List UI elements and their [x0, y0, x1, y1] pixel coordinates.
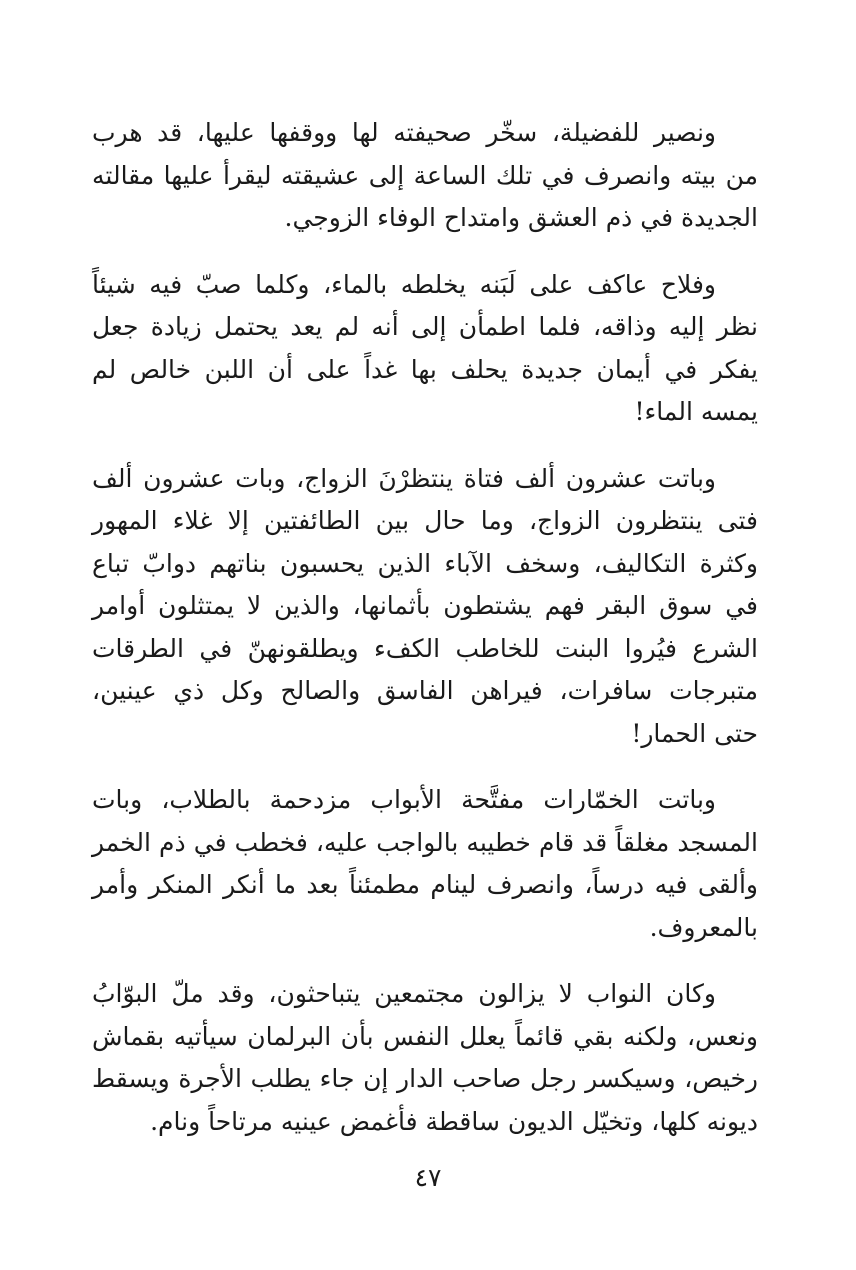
page-number: ٤٧ — [414, 1163, 442, 1192]
paragraph — [92, 973, 758, 1143]
text-line: وباتت عشرون ألف فتاة ينتظرْنَ الزواج، وبات عشرون ألف — [92, 463, 716, 493]
text-line: الشرع فيُروا البنت للخاطب الكفء ويطلقونهنّ في الطرقات — [92, 633, 758, 663]
text-line: ديونه كلها، وتخيّل الديون ساقطة فأغمض عينيه مرتاحاً ونام. — [150, 1106, 758, 1136]
text-line: بالمعروف. — [649, 912, 758, 942]
text-line: ونعس، ولكنه بقي قائماً يعلل النفس بأن البرلمان سيأتيه بقماش — [92, 1021, 758, 1051]
body-text — [92, 112, 758, 1167]
text-line: المسجد مغلقاً قد قام خطيبه بالواجب عليه، فخطب في ذم الخمر — [92, 827, 758, 857]
text-line: رخيص، وسيكسر رجل صاحب الدار إن جاء يطلب الأجرة ويسقط — [92, 1064, 758, 1093]
text-line: الجديدة في ذم العشق وامتداح الوفاء الزوجي. — [284, 203, 758, 232]
paragraph — [92, 779, 758, 949]
text-line: من بيته وانصرف في تلك الساعة إلى عشيقته ليقرأ عليها مقالته — [92, 160, 758, 190]
text-line: يفكر في أيمان جديدة يحلف بها غداً على أن اللبن خالص لم — [92, 354, 758, 384]
text-line: وباتت الخمّارات مفتَّحة الأبواب مزدحمة بالطلاب، وبات — [92, 785, 716, 814]
paragraph — [92, 458, 758, 756]
text-line: متبرجات سافرات، فيراهن الفاسق والصالح وكل ذي عينين، — [92, 676, 758, 705]
paragraph — [92, 264, 758, 434]
text-line: فتى ينتظرون الزواج، وما حال بين الطائفتين إلا غلاء المهور — [92, 506, 758, 535]
text-line: حتى الحمار! — [631, 718, 758, 748]
text-line: في سوق البقر فهم يشتطون بأثمانها، والذين لا يمتثلون أوامر — [92, 591, 758, 620]
text-line: وكان النواب لا يزالون مجتمعين يتباحثون، وقد ملّ البوّابُ — [92, 979, 716, 1008]
paragraph — [92, 112, 758, 240]
text-line: يمسه الماء! — [634, 397, 758, 426]
text-line: وألقى فيه درساً، وانصرف لينام مطمئناً بعد ما أنكر المنكر وأمر — [92, 870, 758, 899]
text-line: وفلاح عاكف على لَبَنه يخلطه بالماء، وكلما صبّ فيه شيئاً — [92, 269, 716, 299]
text-line: وكثرة التكاليف، وسخف الآباء الذين يحسبون بناتهم دوابّ تباع — [92, 548, 758, 578]
text-line: ونصير للفضيلة، سخّر صحيفته لها ووقفها عليها، قد هرب — [92, 118, 716, 147]
text-line: نظر إليه وذاقه، فلما اطمأن إلى أنه لم يعد يحتمل زيادة جعل — [92, 312, 758, 341]
